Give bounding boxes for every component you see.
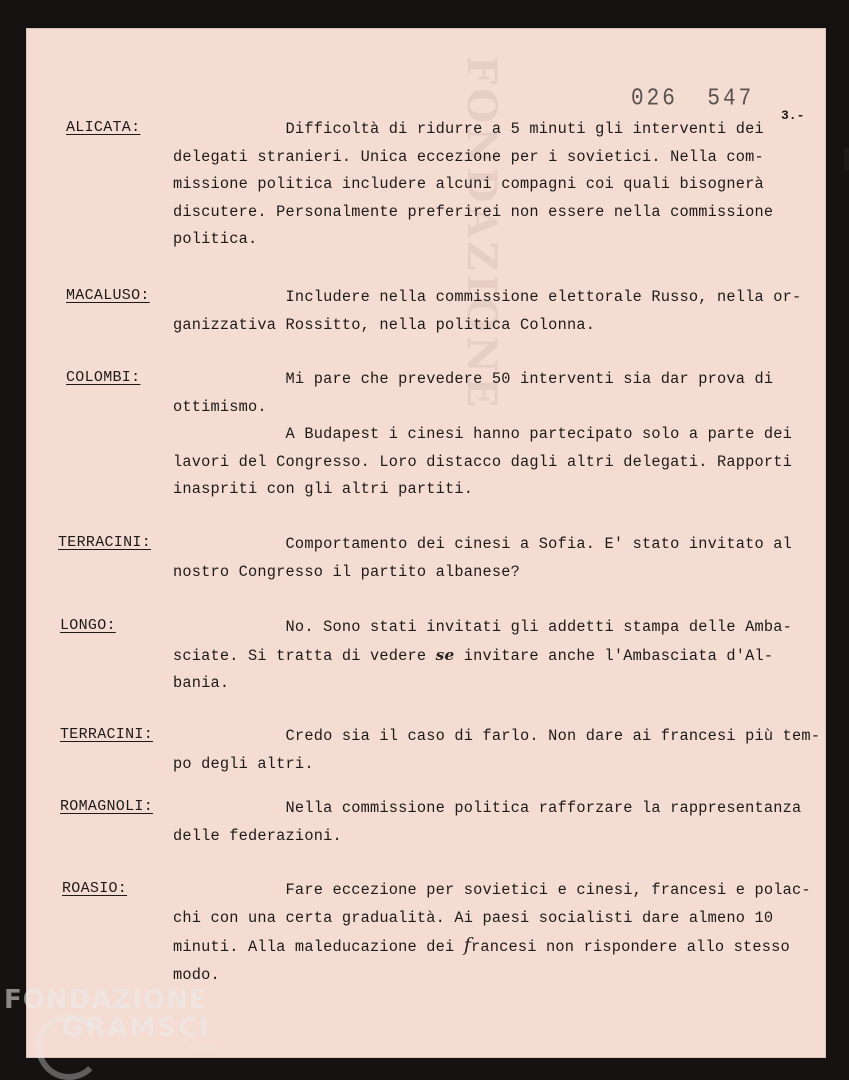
- statement-paragraph: [173, 614, 792, 698]
- typed-text: No. Sono stati invitati gli addetti stampa delle Amba- sciate. Si tratta di vedere: [173, 618, 793, 665]
- statement-paragraph: [173, 421, 792, 504]
- typed-text: Comportamento dei cinesi a Sofia. E' stato invitato al nostro Congresso il partito albanese?: [173, 535, 793, 581]
- typed-text: Mi pare che prevedere 50 interventi sia dar prova di ottimismo.: [173, 370, 774, 416]
- statement-text: [173, 614, 792, 698]
- typed-text: Nella commissione politica rafforzare la rappresentanza delle federazioni.: [173, 799, 802, 845]
- handwritten-correction: f: [463, 934, 472, 956]
- speaker-label: ROMAGNOLI:: [60, 798, 154, 815]
- typed-text: rancesi non rispondere allo stesso modo.: [173, 938, 790, 984]
- speaker-label: TERRACINI:: [58, 534, 152, 551]
- statement-text: [173, 284, 801, 339]
- binder-clip: [844, 148, 849, 170]
- statement-text: [173, 366, 792, 504]
- speaker-label: ROASIO:: [62, 880, 128, 897]
- statement-paragraph: [173, 531, 792, 586]
- statement-text: [173, 531, 792, 586]
- speaker-label: MACALUSO:: [66, 287, 150, 304]
- speaker-label: TERRACINI:: [60, 726, 154, 743]
- logo-line-1: FONDAZIONE: [4, 985, 208, 1015]
- typed-text: Fare eccezione per sovietici e cinesi, francesi e polac- chi con una certa gradualità. Ai paesi socialisti dare almeno 10 minuti. Alla maleducazione dei: [173, 881, 811, 956]
- statement-text: [173, 116, 773, 254]
- statement-text: [173, 795, 801, 850]
- fondazione-gramsci-logo: [4, 987, 214, 1052]
- statement-paragraph: [173, 723, 820, 778]
- logo-line-3: onlus: [190, 1042, 215, 1052]
- statement-paragraph: [173, 366, 792, 421]
- statement-text: [173, 723, 820, 778]
- typed-text: invitare anche l'Ambasciata d'Al- bania.: [173, 646, 774, 692]
- handwritten-correction: se: [435, 645, 455, 664]
- typed-text: Includere nella commissione elettorale Russo, nella or- ganizzativa Rossitto, nella politica Colonna.: [173, 288, 802, 334]
- archive-page-number: 026 547: [631, 86, 755, 113]
- speaker-label: ALICATA:: [66, 119, 141, 136]
- statement-text: [173, 877, 811, 989]
- speaker-label: COLOMBI:: [66, 369, 141, 386]
- stamp-watermark: FONDAZIONE: [458, 56, 505, 412]
- statement-paragraph: [173, 795, 801, 850]
- typed-text: A Budapest i cinesi hanno partecipato solo a parte dei lavori del Congresso. Loro distacco dagli altri delegati. Rapporti inaspriti con gli altri partiti.: [173, 425, 793, 498]
- sheet-number: 3.-: [781, 108, 805, 123]
- statement-paragraph: [173, 877, 811, 989]
- logo-line-2: GRAMSCI: [62, 1013, 211, 1043]
- typed-text: Credo sia il caso di farlo. Non dare ai francesi più tem- po degli altri.: [173, 727, 821, 773]
- speaker-label: LONGO:: [60, 617, 116, 634]
- statement-paragraph: [173, 284, 801, 339]
- statement-paragraph: [173, 116, 773, 254]
- typed-text: Difficoltà di ridurre a 5 minuti gli interventi dei delegati stranieri. Unica eccezione per i sovietici. Nella com- missione politica includere alcuni compagni coi quali bisognerà discutere. Personalmente preferirei non essere nella commissione politica.: [173, 120, 774, 248]
